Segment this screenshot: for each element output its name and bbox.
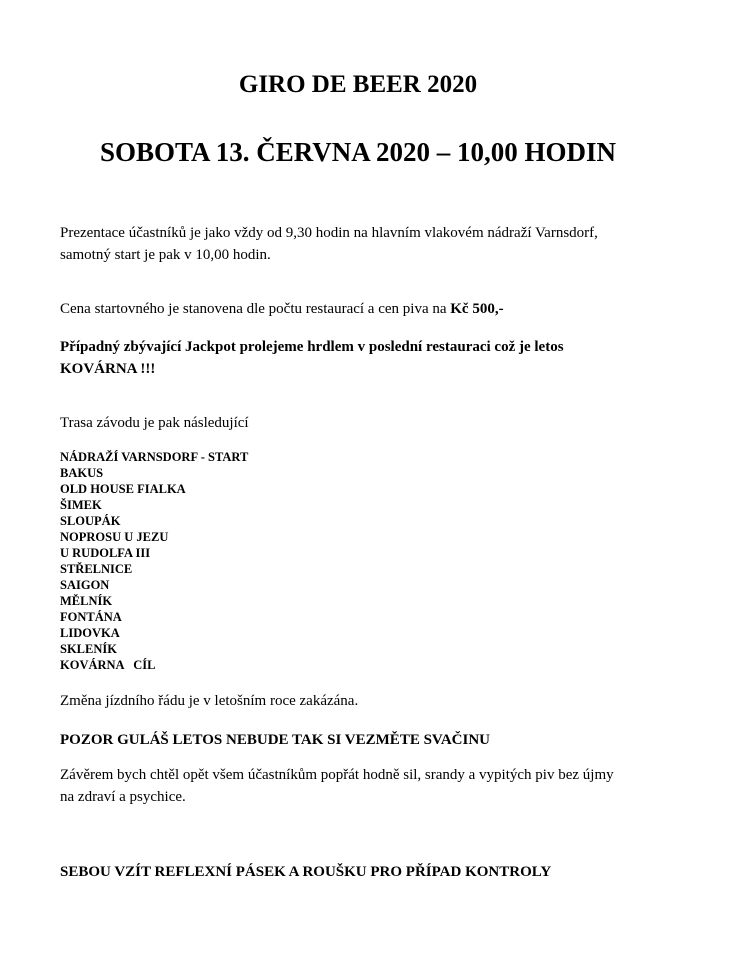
closing-paragraph [60, 764, 660, 808]
price-paragraph [60, 298, 660, 320]
route-list [60, 449, 248, 673]
page-title: GIRO DE BEER 2020 [238, 71, 478, 98]
route-stop: U RUDOLFA III [60, 546, 151, 560]
route-intro: Trasa závodu je pak následující [60, 415, 249, 431]
route-stop: ŠIMEK [60, 498, 102, 512]
price-text: Cena startovného je stanovena dle počtu restaurací a cen piva na [60, 301, 451, 317]
route-stop: SLOUPÁK [60, 514, 121, 528]
intro-line-1: Prezentace účastníků je jako vždy od 9,30 hodin na hlavním vlakovém nádraží Varnsdorf, [60, 225, 598, 241]
route-stop: BAKUS [60, 466, 104, 480]
route-stop: STŘELNICE [60, 562, 133, 576]
jackpot-line-2: KOVÁRNA !!! [60, 361, 156, 377]
jackpot-line-1: Případný zbývající Jackpot prolejeme hrdlem v poslední restauraci což je letos [60, 339, 564, 355]
price-amount: Kč 500,- [450, 301, 504, 317]
route-stop: FONTÁNA [60, 610, 122, 624]
goulash-warning: POZOR GULÁŠ LETOS NEBUDE TAK SI VEZMĚTE SVAČINU [60, 732, 490, 748]
route-stop: NOPROSU U JEZU [60, 530, 169, 544]
reflective-tape-note: SEBOU VZÍT REFLEXNÍ PÁSEK A ROUŠKU PRO PŘÍPAD KONTROLY [60, 864, 552, 880]
route-stop: MĚLNÍK [60, 594, 113, 608]
schedule-change-note: Změna jízdního řádu je v letošním roce zakázána. [60, 693, 359, 709]
route-stop: SKLENÍK [60, 642, 117, 656]
route-stop: LIDOVKA [60, 626, 120, 640]
route-stop: KOVÁRNA CÍL [60, 658, 156, 672]
intro-line-2: samotný start je pak v 10,00 hodin. [60, 247, 271, 263]
route-stop: OLD HOUSE FIALKA [60, 482, 186, 496]
route-stop: SAIGON [60, 578, 110, 592]
closing-line-2: na zdraví a psychice. [60, 789, 186, 805]
closing-line-1: Závěrem bych chtěl opět všem účastníkům popřát hodně sil, srandy a vypitých piv bez újmy [60, 767, 614, 783]
route-stop: NÁDRAŽÍ VARNSDORF - START [60, 450, 249, 464]
event-date-heading: SOBOTA 13. ČERVNA 2020 – 10,00 HODIN [99, 137, 617, 167]
intro-paragraph [60, 222, 660, 266]
jackpot-paragraph [60, 336, 660, 380]
